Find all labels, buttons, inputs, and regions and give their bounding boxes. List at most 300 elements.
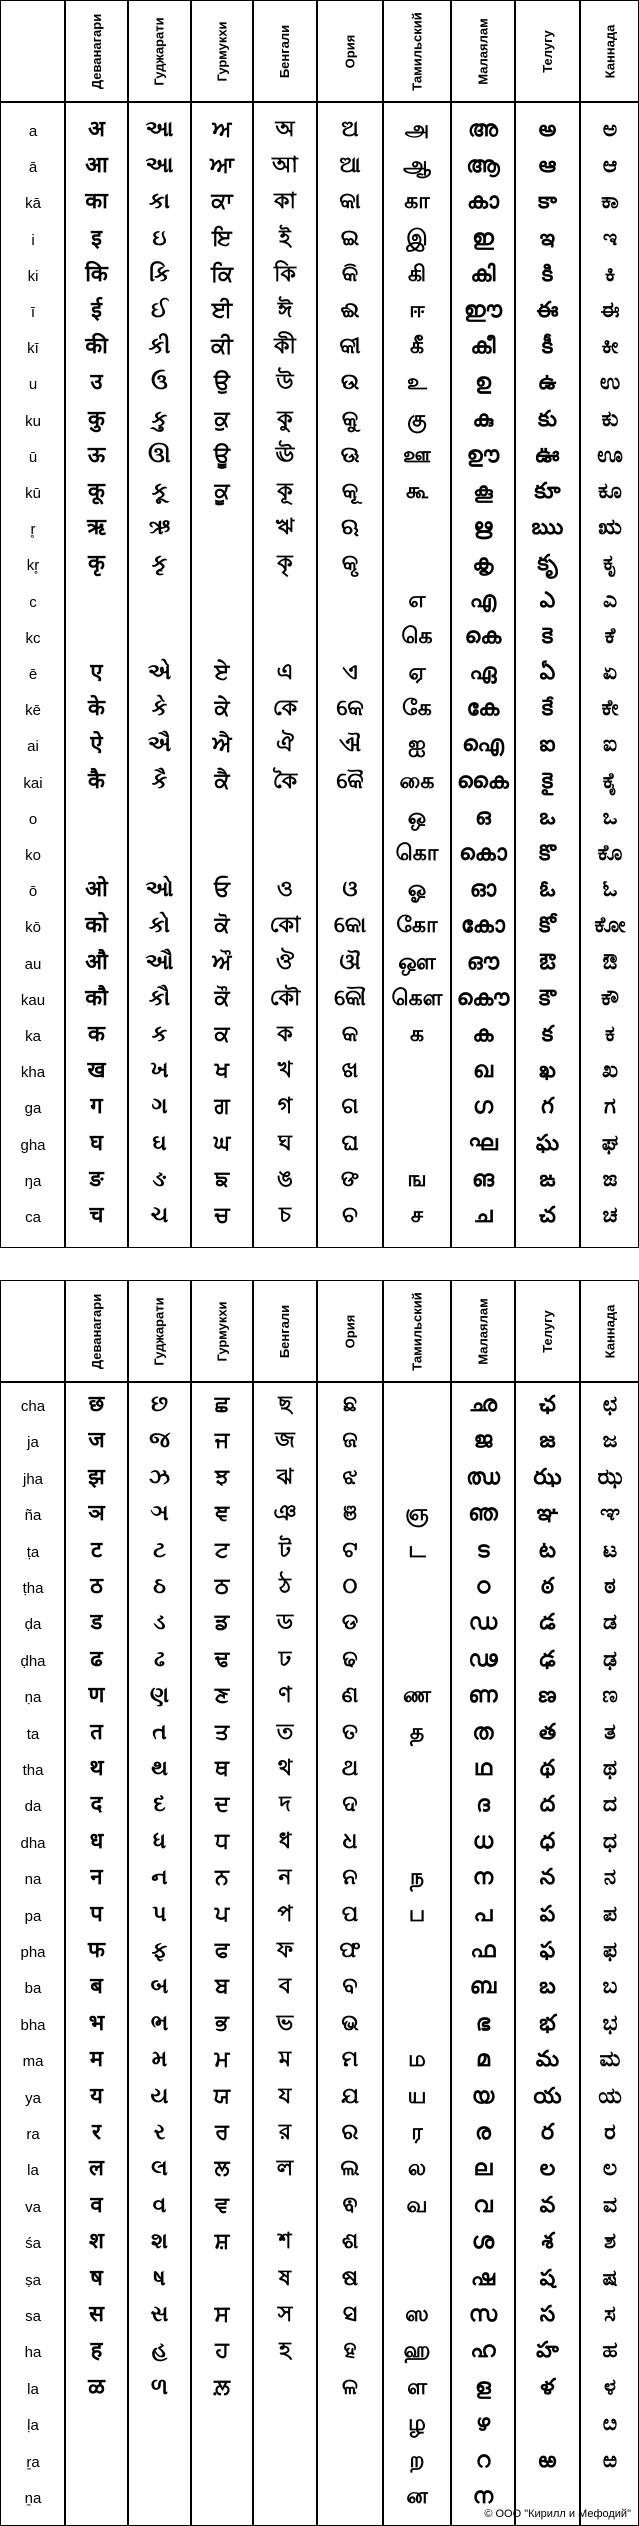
script-glyph: ర <box>540 2120 555 2145</box>
script-glyph: கை <box>399 768 435 794</box>
script-glyph: কৈ <box>272 768 298 794</box>
transliteration-label: ca <box>25 1209 41 1226</box>
script-glyph: ದ <box>602 1792 618 1818</box>
script-glyph: ख <box>87 1058 106 1084</box>
script-glyph: ਈ <box>211 298 233 323</box>
column-header-label: Каннада <box>602 1304 618 1358</box>
script-glyph: ઢ <box>154 1646 165 1672</box>
script-glyph: ठ <box>90 1574 103 1599</box>
script-glyph: ङ <box>89 1166 104 1192</box>
script-glyph: സ <box>468 2302 498 2327</box>
script-glyph: ष <box>90 2265 103 2291</box>
script-glyph: ஈ <box>409 298 425 323</box>
script-glyph: ೞ <box>602 2411 618 2437</box>
script-glyph: କୌ <box>334 985 366 1011</box>
script-glyph: ह <box>90 2338 103 2364</box>
script-glyph: ହ <box>343 2338 357 2364</box>
transliteration-label: va <box>25 2198 41 2216</box>
transliteration-label: ṭha <box>22 1580 44 1597</box>
script-glyph: ಟ <box>602 1537 618 1563</box>
script-glyph: ഭ <box>475 2010 491 2036</box>
script-glyph: કૌ <box>148 985 171 1011</box>
script-glyph: ળ <box>150 2374 169 2400</box>
script-glyph: ન <box>151 1865 168 1891</box>
script-glyph: କୃ <box>341 551 359 577</box>
script-glyph: ଟ <box>342 1537 358 1563</box>
script-glyph: ਙ <box>214 1166 230 1192</box>
transliteration-label: ya <box>25 2089 41 2107</box>
script-glyph: ଯ <box>341 2083 359 2109</box>
script-glyph: ఫ <box>539 1938 556 1963</box>
script-glyph: ग <box>90 1094 103 1120</box>
script-glyph: भ <box>88 2010 105 2036</box>
script-glyph: ਲ਼ <box>214 2374 230 2400</box>
script-glyph: ਛ <box>214 1392 230 1417</box>
column-header-label: Гуджарати <box>152 1296 168 1366</box>
script-glyph: च <box>89 1203 104 1228</box>
script-glyph: ਨ <box>215 1865 229 1891</box>
script-glyph: కే <box>541 696 554 722</box>
script-glyph: ఙ <box>539 1166 556 1192</box>
script-glyph: ਡ <box>214 1610 230 1636</box>
script-glyph: ઋ <box>148 515 171 541</box>
script-glyph: ళ <box>540 2374 555 2400</box>
script-glyph: ಳ <box>604 2374 616 2400</box>
script-glyph: કો <box>148 913 171 939</box>
script-glyph: श <box>89 2229 104 2255</box>
script-glyph: ਕੈ <box>214 768 230 794</box>
script-glyph: ఓ <box>539 877 556 903</box>
script-glyph: ਵ <box>215 2192 229 2218</box>
script-glyph: कृ <box>88 551 105 577</box>
script-glyph: ତ <box>342 1719 358 1745</box>
script-glyph: ஊ <box>403 442 431 468</box>
script-glyph: ಱ <box>602 2447 618 2473</box>
column-header <box>580 1281 639 1381</box>
script-glyph: ઉ <box>151 370 168 396</box>
column-header <box>317 1 383 101</box>
script-glyph: ഛ <box>468 1392 498 1417</box>
transliteration-label: ṭa <box>26 1543 40 1561</box>
script-glyph: കൈ <box>457 768 509 794</box>
transliteration-label: ṉa <box>24 2490 42 2507</box>
transliteration-label: na <box>24 1871 42 1889</box>
script-glyph: બ <box>150 1974 169 2000</box>
script-glyph: ധ <box>472 1828 494 1854</box>
script-glyph: ఔ <box>539 949 556 975</box>
script-glyph: ଝ <box>342 1464 358 1490</box>
script-glyph: ఖ <box>539 1058 556 1084</box>
script-glyph: வ <box>406 2192 428 2218</box>
script-glyph: ഴ <box>475 2411 491 2437</box>
script-glyph: ಗ <box>604 1094 616 1120</box>
script-glyph: ஒ <box>407 804 427 830</box>
script-glyph: ਕਿ <box>210 261 234 287</box>
script-glyph: க <box>409 1022 425 1047</box>
script-glyph: கூ <box>405 479 429 504</box>
column-header-label: Гуджарати <box>152 16 168 86</box>
script-glyph: ಞ <box>599 1501 621 1527</box>
script-glyph: ఝ <box>533 1464 562 1490</box>
script-glyph: ഈ <box>463 298 503 323</box>
script-glyph: औ <box>85 949 108 975</box>
transliteration-label: ṇa <box>24 1689 42 1707</box>
script-glyph: પ <box>152 1901 167 1927</box>
script-glyph: ಅ <box>602 117 618 142</box>
script-glyph: త <box>538 1719 557 1745</box>
script-glyph: ன <box>406 2484 428 2509</box>
script-glyph: મ <box>151 2047 168 2073</box>
script-glyph: ನ <box>603 1865 617 1891</box>
script-glyph: ஐ <box>408 732 426 758</box>
script-glyph: ఎ <box>539 587 556 613</box>
script-glyph: କ <box>341 1022 359 1047</box>
column-header <box>383 1 451 101</box>
script-glyph: ണ <box>468 1683 498 1709</box>
column-header-label: Бенгали <box>277 24 293 78</box>
script-glyph: కి <box>541 261 554 287</box>
script-glyph: ഥ <box>473 1756 493 1781</box>
script-glyph: ಕೊ <box>597 841 623 866</box>
script-glyph: ശ <box>471 2229 495 2255</box>
script-glyph: ಖ <box>601 1058 619 1084</box>
script-glyph: ਹ <box>215 2338 229 2364</box>
script-glyph: ধ <box>278 1828 292 1854</box>
transliteration-label: ō <box>28 883 38 901</box>
script-glyph: బ <box>539 1974 556 2000</box>
script-glyph: ଐ <box>338 732 361 758</box>
script-glyph: ફ <box>151 1938 168 1963</box>
script-glyph: ಷ <box>602 2265 618 2291</box>
column-header-label: Каннада <box>602 24 618 78</box>
script-glyph: ಏ <box>602 660 618 685</box>
script-glyph: ಕು <box>601 406 619 432</box>
script-glyph: ଇ <box>340 225 360 251</box>
script-glyph: গ <box>277 1094 293 1120</box>
script-glyph: ਦ <box>214 1792 230 1818</box>
script-glyph: थ <box>89 1756 104 1781</box>
column-header <box>191 1281 253 1381</box>
script-glyph: र <box>92 2120 101 2145</box>
script-glyph: ખ <box>150 1058 169 1084</box>
script-glyph: கெ <box>401 623 433 649</box>
script-glyph: ഝ <box>466 1464 500 1490</box>
script-glyph: കീ <box>470 334 496 360</box>
script-glyph: കൌ <box>456 985 510 1011</box>
script-glyph: কা <box>274 189 296 215</box>
script-glyph: അ <box>468 117 498 142</box>
script-glyph: കൃ <box>472 551 494 577</box>
transliteration-label: kha <box>20 1064 46 1082</box>
script-glyph: র <box>278 2120 292 2145</box>
script-glyph: ങ <box>471 1166 495 1192</box>
script-glyph: ഐ <box>462 732 504 758</box>
script-glyph: କୋ <box>333 913 367 939</box>
script-glyph: கௌ <box>391 985 443 1011</box>
script-glyph: કા <box>149 189 170 215</box>
script-glyph: ഏ <box>469 660 497 685</box>
script-glyph: व <box>90 2192 103 2218</box>
script-glyph: স <box>277 2302 293 2327</box>
script-glyph: കൊ <box>459 841 507 866</box>
script-glyph: ள <box>407 2374 427 2400</box>
script-glyph: ज <box>88 1428 105 1454</box>
script-glyph: શ <box>151 2229 168 2255</box>
script-glyph: ਘ <box>213 1130 231 1156</box>
script-glyph: ଉ <box>340 370 360 396</box>
script-glyph: വ <box>473 2192 493 2218</box>
script-glyph: ఆ <box>538 153 557 179</box>
script-glyph: ઝ <box>149 1464 170 1490</box>
script-glyph: ય <box>150 2083 169 2109</box>
script-glyph: உ <box>407 370 427 396</box>
script-glyph: ய <box>407 2083 427 2109</box>
script-glyph: கீ <box>409 334 425 360</box>
transliteration-label: bha <box>20 2016 46 2034</box>
script-glyph: শ <box>278 2229 292 2255</box>
column-header-label: Тамильский <box>409 11 425 91</box>
script-glyph: ਕੋ <box>214 913 230 939</box>
transliteration-label: a <box>28 123 38 140</box>
script-glyph: భ <box>539 2010 556 2036</box>
script-glyph: এ <box>276 660 294 685</box>
script-glyph: ഞ <box>468 1501 498 1527</box>
script-glyph: ತ <box>604 1719 616 1745</box>
script-glyph: स <box>89 2302 104 2327</box>
script-glyph: ঋ <box>275 515 295 541</box>
transliteration-label: kc <box>25 629 41 647</box>
script-glyph: ଲ <box>340 2156 360 2182</box>
transliteration-label: ū <box>28 448 38 466</box>
transliteration-label: kē <box>25 702 41 720</box>
script-glyph: ਖ <box>215 1058 229 1084</box>
transliteration-label: la <box>27 2380 39 2398</box>
script-glyph: কি <box>274 261 296 287</box>
script-glyph: ফ <box>276 1938 294 1963</box>
script-glyph: क <box>88 1022 105 1047</box>
script-glyph: ಕೀ <box>601 334 619 360</box>
script-glyph: କୈ <box>336 768 364 794</box>
column-header-label: Телугу <box>540 29 555 73</box>
script-glyph: ಸ <box>604 2302 616 2327</box>
script-glyph: ಠ <box>604 1574 616 1599</box>
script-glyph: இ <box>406 225 428 251</box>
script-glyph: ਕੁ <box>214 406 230 432</box>
script-glyph: ഇ <box>472 225 494 251</box>
script-glyph: ப <box>408 1901 426 1927</box>
header-divider <box>1 1381 638 1383</box>
script-glyph: കു <box>472 406 494 432</box>
script-glyph: ભ <box>150 2010 169 2036</box>
script-glyph: कु <box>88 406 105 432</box>
script-glyph: ଫ <box>339 1938 361 1963</box>
script-glyph: కీ <box>541 334 554 360</box>
script-glyph: ਮ <box>214 2047 230 2073</box>
script-glyph: इ <box>91 225 102 251</box>
script-glyph: খ <box>277 1058 293 1084</box>
transliteration-label: ai <box>27 738 39 756</box>
column-header-label: Ория <box>342 1314 358 1348</box>
script-glyph: ਓ <box>214 877 230 903</box>
script-glyph: ঠ <box>279 1574 291 1599</box>
transliteration-label: kai <box>23 774 43 792</box>
script-glyph: எ <box>408 587 426 613</box>
script-glyph: ম <box>278 2047 292 2073</box>
script-glyph: ಲ <box>602 2156 618 2182</box>
script-glyph: ਜ <box>214 1428 230 1454</box>
column-header <box>65 1 128 101</box>
script-glyph: કી <box>148 334 171 360</box>
script-glyph: ജ <box>473 1428 493 1454</box>
script-glyph: ಕೈ <box>602 768 618 794</box>
script-glyph: द <box>90 1792 103 1818</box>
transliteration-label: pha <box>20 1944 46 1961</box>
transliteration-label: kr̥ <box>26 557 40 575</box>
script-glyph: ര <box>475 2120 491 2145</box>
transliteration-label: c <box>29 593 37 611</box>
script-glyph: ગ <box>151 1094 168 1120</box>
transliteration-label: i <box>31 231 35 249</box>
script-glyph: ஆ <box>403 153 431 179</box>
script-glyph: కై <box>541 768 554 794</box>
script-glyph: આ <box>145 117 174 142</box>
script-glyph: న <box>539 1865 556 1891</box>
column-header <box>128 1281 191 1381</box>
column-header <box>317 1281 383 1381</box>
script-glyph: ଳ <box>342 2374 358 2400</box>
script-glyph: ಕೌ <box>600 985 620 1011</box>
script-glyph: కౌ <box>538 985 557 1011</box>
column-header-label: Тамильский <box>409 1291 425 1371</box>
script-glyph: ಋ <box>598 515 622 541</box>
script-glyph: ଈ <box>340 298 360 323</box>
transliteration-label: tha <box>22 1762 44 1779</box>
script-glyph: થ <box>151 1756 168 1781</box>
script-glyph: ഋ <box>473 515 493 541</box>
script-glyph: ऐ <box>90 732 103 758</box>
script-glyph: ସ <box>342 2302 358 2327</box>
script-glyph: કે <box>151 696 168 722</box>
script-glyph: উ <box>276 370 294 396</box>
script-glyph: ಮ <box>599 2047 621 2073</box>
script-glyph: ಶ <box>603 2229 617 2255</box>
script-glyph: ଊ <box>340 442 360 468</box>
script-glyph: ট <box>279 1537 291 1563</box>
script-glyph: ഗ <box>472 1094 494 1120</box>
script-glyph: कै <box>88 768 105 794</box>
script-glyph: ਏ <box>214 660 230 685</box>
script-glyph: ಕ <box>605 1022 615 1047</box>
script-glyph: କେ <box>336 696 364 722</box>
script-glyph: ઔ <box>145 949 174 975</box>
script-glyph: ಉ <box>599 370 621 396</box>
script-glyph: ଋ <box>341 515 359 541</box>
script-glyph: ఉ <box>538 370 557 396</box>
script-glyph: ণ <box>278 1683 292 1709</box>
script-glyph: ఋ <box>531 515 564 541</box>
script-glyph: ક <box>151 1022 168 1047</box>
transliteration-label: ā <box>28 159 38 177</box>
script-glyph: ற <box>409 2447 425 2473</box>
script-glyph: ള <box>475 2374 491 2400</box>
script-glyph: ਕ <box>214 1022 230 1047</box>
script-glyph: ਧ <box>215 1828 229 1854</box>
script-glyph: ಧ <box>602 1828 618 1854</box>
script-glyph: ਟ <box>214 1537 230 1563</box>
script-glyph: த <box>409 1719 425 1745</box>
script-glyph: ಈ <box>600 298 620 323</box>
script-glyph: కో <box>539 913 556 939</box>
script-glyph: ഒ <box>475 804 491 830</box>
copyright-note: © ООО "Кирилл и Мефодий" <box>484 2508 631 2520</box>
script-glyph: ഫ <box>470 1938 496 1963</box>
transliteration-label: kō <box>25 919 41 937</box>
header-divider <box>1 101 638 103</box>
script-glyph: ਢ <box>214 1646 230 1672</box>
transliteration-label: ra <box>26 2126 40 2143</box>
script-glyph: ഡ <box>468 1610 498 1636</box>
script-glyph: ঙ <box>276 1166 294 1192</box>
script-glyph: య <box>533 2083 562 2109</box>
script-glyph: ल <box>89 2156 104 2182</box>
column-header-label: Деванагари <box>89 1293 105 1369</box>
script-glyph: കി <box>470 261 496 287</box>
script-glyph: ମ <box>341 2047 359 2073</box>
script-glyph: ಙ <box>602 1166 618 1192</box>
script-glyph: ಜ <box>602 1428 618 1454</box>
script-glyph: ਪ <box>214 1901 230 1927</box>
transliteration-label: ṣa <box>25 2271 41 2289</box>
script-glyph: ઘ <box>152 1130 167 1156</box>
script-glyph: ઠ <box>153 1574 166 1599</box>
transliteration-label: ŋa <box>24 1172 42 1190</box>
script-glyph: झ <box>88 1464 105 1490</box>
script-glyph: ಎ <box>602 587 618 613</box>
script-glyph: ঊ <box>275 442 295 468</box>
script-glyph: ઙ <box>152 1166 167 1192</box>
script-glyph: ર <box>153 2120 166 2145</box>
script-glyph: ಕಾ <box>601 189 619 215</box>
script-glyph: ਔ <box>212 949 232 975</box>
script-glyph: ব <box>278 1974 292 2000</box>
script-glyph: ଞ <box>343 1501 357 1527</box>
column-header-label: Ория <box>342 34 358 68</box>
script-glyph: కు <box>537 406 558 432</box>
script-glyph: ଘ <box>341 1130 359 1156</box>
script-glyph: ಕೋ <box>594 913 626 939</box>
script-glyph: ಒ <box>602 804 618 830</box>
column-header-label: Малаялам <box>475 17 491 85</box>
transliteration-label: sa <box>25 2308 41 2325</box>
script-glyph: ਭ <box>215 2010 229 2036</box>
script-glyph: को <box>85 913 108 939</box>
script-glyph: છ <box>150 1392 168 1417</box>
script-glyph: ଏ <box>342 660 358 685</box>
script-glyph: ओ <box>85 877 108 903</box>
script-glyph: म <box>89 2047 104 2073</box>
script-glyph: ಯ <box>598 2083 622 2109</box>
transliteration-label: ki <box>27 267 39 285</box>
script-glyph: কো <box>269 913 301 939</box>
script-glyph: ಫ <box>602 1938 618 1963</box>
script-glyph: ત <box>152 1719 167 1745</box>
script-glyph: ಥ <box>602 1756 618 1781</box>
script-glyph: હ <box>151 2338 168 2364</box>
column-header <box>253 1281 317 1381</box>
script-glyph: ഓ <box>469 877 497 903</box>
script-glyph: ର <box>341 2120 359 2145</box>
script-glyph: ಕೃ <box>603 551 617 577</box>
